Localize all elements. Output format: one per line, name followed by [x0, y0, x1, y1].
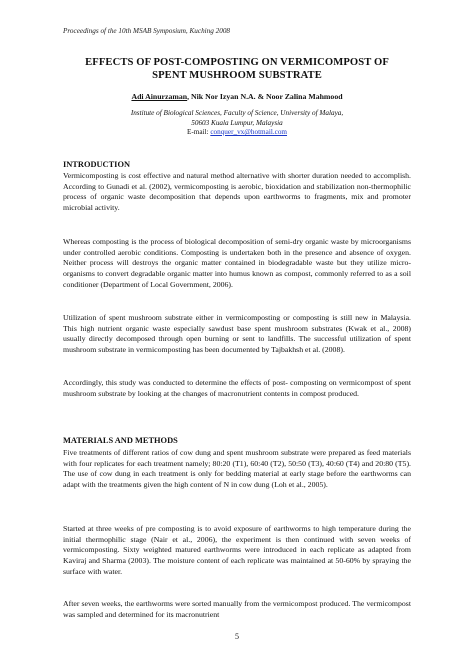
email-line [40, 128, 434, 136]
intro-paragraph-4: Accordingly, this study was conducted to determine the effects of post- composting on vermicompost of spent mushroom substrate by looking at the changes of macronutrient contents in compost produced. [63, 377, 411, 398]
affiliation-line-1: Institute of Biological Sciences, Faculty of Science, University of Malaya, [130, 109, 344, 117]
affiliation-line-2: 50603 Kuala Lumpur, Malaysia [191, 119, 283, 127]
title-line-2: SPENT MUSHROOM SUBSTRATE [152, 70, 322, 81]
intro-paragraph-1: Vermicomposting is cost effective and natural method alternative with shorter duration needed to accomplish. According to Gunadi et al. (2002), vermicomposting is aerobic, bioxidation and stabilization non-thermophilic process of organic waste decomposition that depends upon earthworms to fragments, mix and promoter microbial activity. [63, 170, 411, 212]
title-line-1: EFFECTS OF POST-COMPOSTING ON VERMICOMPOST OF [85, 57, 389, 68]
methods-paragraph-2: Started at three weeks of pre composting is to avoid exposure of earthworms to high temperature during the initial thermophilic stage (Nair et al., 2006), the experiment is then continued with seven weeks of vermicomposting. Sixty weighted matured earthworms were introduced in each replicate as adapted from Kaviraj and Sharma (2003). The moisture content of each replicate was maintained at 50-60% by spraying the surface with water. [63, 523, 411, 576]
introduction-heading: INTRODUCTION [63, 160, 131, 169]
corresponding-author: Adi Ainurzaman [131, 92, 188, 101]
affiliation [40, 108, 434, 128]
author-list [40, 92, 434, 101]
methods-heading: MATERIALS AND METHODS [63, 436, 178, 445]
running-head: Proceedings of the 10th MSAB Symposium, Kuching 2008 [63, 27, 231, 35]
intro-paragraph-2: Whereas composting is the process of biological decomposition of semi-dry organic waste by microorganisms under controlled aerobic conditions. Composting is undertaken both in the presence and absence of oxygen. Neither process will destroys the organic matter contained in biodegradable waste but they utilize micro-organisms to convert degradable organic matter into humus known as compost, commonly referred to as a soil conditioner (Department of Local Government, 2006). [63, 236, 411, 289]
intro-paragraph-3: Utilization of spent mushroom substrate either in vermicomposting or composting is still new in Malaysia. This high nutrient organic waste especially sawdust base spent mushroom substrates (Kwak et al., 2008) usually directly decomposed through open burning or sent to landfills. The successful utilization of spent mushroom substrate in vermicomposting has been documented by Tajbakhsh et al. (2008). [63, 312, 411, 354]
page-number: 5 [235, 632, 239, 641]
paper-title [40, 56, 434, 82]
methods-paragraph-3: After seven weeks, the earthworms were sorted manually from the vermicompost produced. The vermicompost was sampled and determined for its macronutrient [63, 598, 411, 619]
email-link[interactable]: conquer_vx@hotmail.com [210, 128, 288, 136]
email-label: E-mail: [186, 128, 209, 136]
methods-paragraph-1: Five treatments of different ratios of cow dung and spent mushroom substrate were prepared as feed materials with four replicates for each treatment namely; 80:20 (T1), 60:40 (T2), 50:50 (T3), 40:60 (T4) and 20:80 (T5). The use of cow dung in each treatment is only for bedding material at early stage before the earthworms can adapt with the treatments given the high content of N in cow dung (Loh et al., 2005). [63, 447, 411, 489]
co-authors: , Nik Nor Izyan N.A. & Noor Zalina Mahmood [187, 92, 343, 101]
